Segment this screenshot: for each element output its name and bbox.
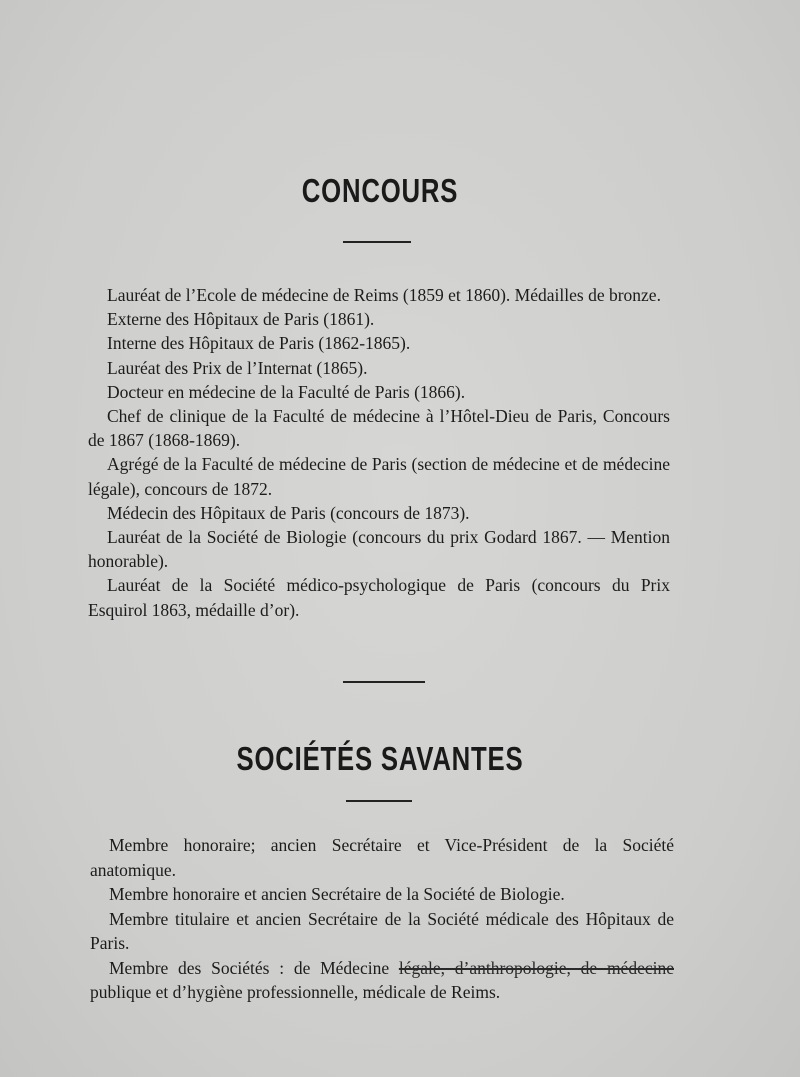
list-item: Docteur en médecine de la Faculté de Paris (1866).	[107, 381, 466, 402]
struck-through-text: légale, d’anthropologie, de médecine	[398, 957, 674, 978]
list-item: Lauréat des Prix de l’Internat (1865).	[107, 357, 368, 378]
list-item: Membre honoraire; ancien Secrétaire et Vice-Président de la Société anatomique.	[90, 835, 674, 880]
list-item	[90, 956, 674, 1005]
list-item: Lauréat de l’Ecole de médecine de Reims (1859 et 1860). Médailles de bronze.	[107, 285, 661, 305]
section-title-concours: CONCOURS	[301, 172, 459, 209]
section-title-societes-savantes: SOCIÉTÉS SAVANTES	[236, 740, 524, 777]
entry-text-after: publique et d’hygiène professionnelle, médicale de Reims.	[90, 982, 501, 1002]
title-rule	[346, 800, 412, 802]
list-item: Externe des Hôpitaux de Paris (1861).	[107, 309, 375, 330]
list-item: Médecin des Hôpitaux de Paris (concours de 1873).	[107, 502, 470, 523]
list-item: Interne des Hôpitaux de Paris (1862-1865).	[107, 333, 411, 354]
section-divider	[343, 681, 425, 683]
entry-text-before: Membre des Sociétés : de Médecine	[109, 957, 399, 978]
concours-list	[88, 283, 670, 622]
list-item: Agrégé de la Faculté de médecine de Paris (section de médecine et de médecine légale), concours de 1872.	[88, 454, 670, 499]
list-item: Lauréat de la Société de Biologie (concours du prix Godard 1867. — Mention honorable).	[88, 527, 670, 572]
societes-list	[90, 833, 674, 1005]
list-item: Lauréat de la Société médico-psychologique de Paris (concours du Prix Esquirol 1863, médaille d’or).	[88, 575, 670, 620]
list-item: Chef de clinique de la Faculté de médecine à l’Hôtel-Dieu de Paris, Concours de 1867 (1868-1869).	[88, 406, 670, 451]
title-rule	[343, 241, 411, 243]
list-item: Membre honoraire et ancien Secrétaire de la Société de Biologie.	[109, 884, 565, 904]
list-item: Membre titulaire et ancien Secrétaire de la Société médicale des Hôpitaux de Paris.	[90, 908, 674, 953]
show-through-bleed	[171, 640, 180, 679]
